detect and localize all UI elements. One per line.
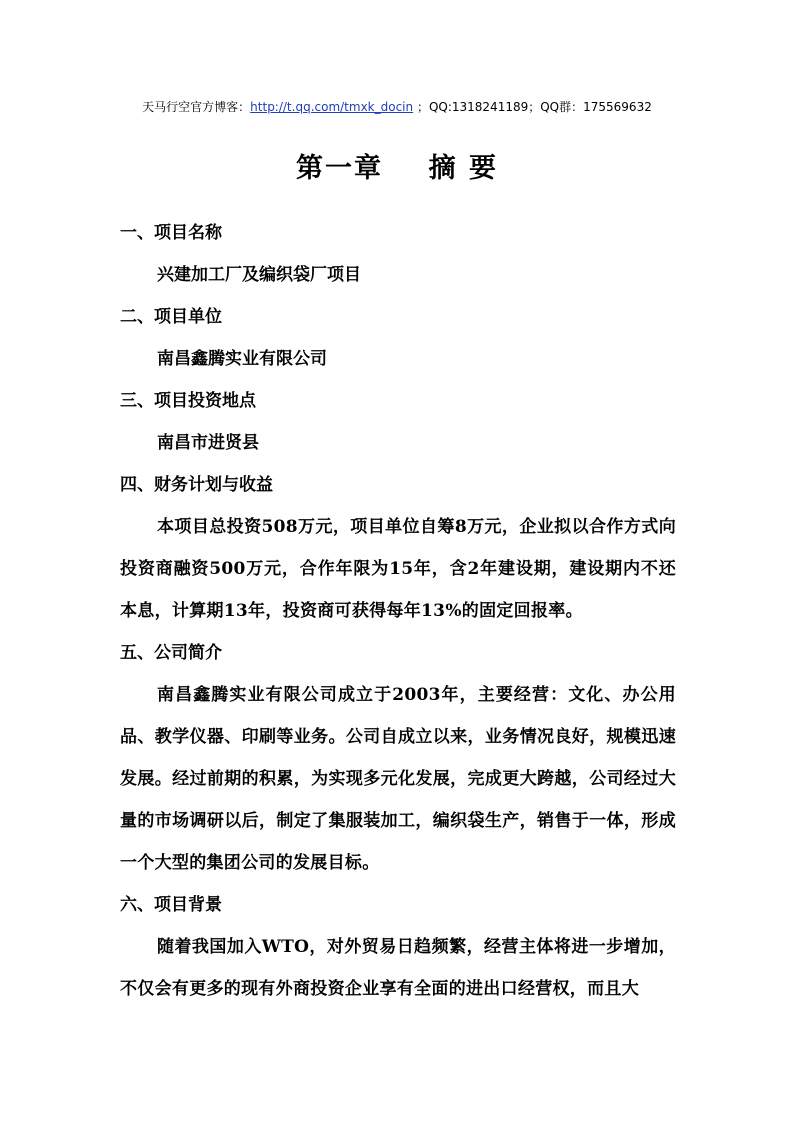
- section-heading-name: 一、项目名称: [120, 223, 222, 243]
- section-heading-unit: 二、项目单位: [120, 307, 222, 327]
- chapter-title: 第一章 摘 要: [296, 153, 498, 184]
- finance-paragraph: 本项目总投资508万元，项目单位自筹8万元，企业拟以合作方式向投资商融资500万元，合作年限为15年，含2年建设期，建设期内不还本息，计算期13年，投资商可获得每年13%的固定回报率。: [120, 517, 676, 621]
- document-body: [120, 212, 676, 1010]
- header-prefix: 天马行空官方博客：: [142, 100, 251, 114]
- company-paragraph: 南昌鑫腾实业有限公司成立于2003年，主要经营：文化、办公用品、教学仪器、印刷等业务。公司自成立以来，业务情况良好，规模迅速发展。经过前期的积累，为实现多元化发展，完成更大跨越，公司经过大量的市场调研以后，制定了集服装加工，编织袋生产，销售于一体，形成一个大型的集团公司的发展目标。: [120, 685, 676, 873]
- blog-link[interactable]: http://t.qq.com/tmxk_docin: [250, 100, 414, 114]
- section-heading-background: 六、项目背景: [120, 895, 222, 915]
- project-unit: 南昌鑫腾实业有限公司: [157, 349, 327, 369]
- background-paragraph: 随着我国加入WTO，对外贸易日趋频繁，经营主体将进一步增加，不仅会有更多的现有外商投资企业享有全面的进出口经营权，而且大: [120, 937, 676, 999]
- section-heading-company: 五、公司简介: [120, 643, 222, 663]
- project-name: 兴建加工厂及编织袋厂项目: [157, 265, 361, 285]
- page-header: [0, 98, 794, 115]
- project-location: 南昌市进贤县: [157, 433, 259, 453]
- section-heading-finance: 四、财务计划与收益: [120, 475, 273, 495]
- header-contact: ；QQ:1318241189；QQ群：175569632: [416, 100, 652, 114]
- section-heading-location: 三、项目投资地点: [120, 391, 256, 411]
